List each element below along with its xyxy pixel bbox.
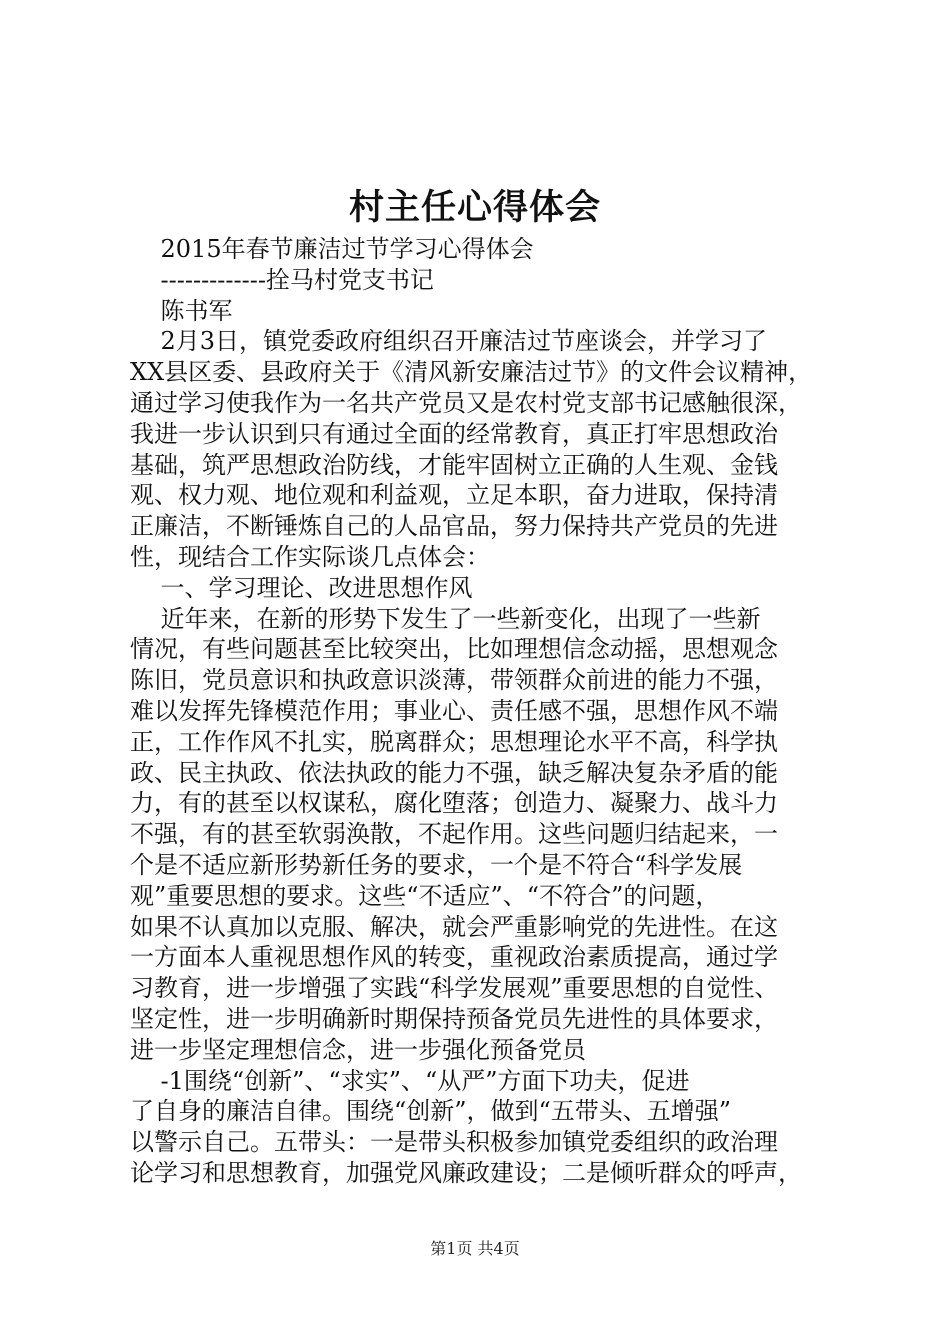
text-line: 基础，筑严思想政治防线，才能牢固树立正确的人生观、金钱 [130, 450, 778, 479]
text-line: 近年来，在新的形势下发生了一些新变化，出现了一些新 [130, 604, 761, 633]
document-title: 村主任心得体会 [348, 187, 601, 228]
text-line: 我进一步认识到只有通过全面的经常教育，真正打牢思想政治 [130, 419, 778, 448]
text-line: 难以发挥先锋模范作用；事业心、责任感不强，思想作风不端 [130, 696, 778, 725]
text-line: 陈书军 [130, 296, 233, 325]
text-line: -1围绕“创新”、“求实”、“从严”方面下功夫，促进 [130, 1066, 690, 1095]
text-line: 陈旧，党员意识和执政意识淡薄，带领群众前进的能力不强， [130, 666, 778, 695]
text-line: 以警示自己。五带头：一是带头积极参加镇党委组织的政治理 [130, 1128, 778, 1157]
text-line: 论学习和思想教育，加强党风廉政建设；二是倾听群众的呼声， [130, 1158, 802, 1187]
text-line: 进一步坚定理想信念，进一步强化预备党员 [130, 1035, 586, 1064]
page-number: 第1页 共4页 [430, 1239, 520, 1258]
text-line: 2015年春节廉洁过节学习心得体会 [130, 235, 534, 263]
text-line: 不强，有的甚至软弱涣散，不起作用。这些问题归结起来，一 [130, 820, 778, 849]
text-line: 一、学习理论、改进思想作风 [130, 573, 473, 602]
text-line: 通过学习使我作为一名共产党员又是农村党支部书记感触很深， [130, 388, 802, 417]
text-line: 习教育，进一步增强了实践“科学发展观”重要思想的自觉性、 [130, 974, 779, 1003]
text-line: 了自身的廉洁自律。围绕“创新”，做到“五带头、五增强” [130, 1097, 732, 1126]
document-body [130, 234, 830, 1189]
text-line: 正，工作作风不扎实，脱离群众；思想理论水平不高，科学执 [130, 727, 778, 756]
text-line: 个是不适应新形势新任务的要求，一个是不符合“科学发展 [130, 850, 743, 879]
text-line: 性，现结合工作实际谈几点体会： [130, 542, 490, 571]
text-line: 情况，有些问题甚至比较突出，比如理想信念动摇，思想观念 [130, 635, 778, 664]
text-line: 观、权力观、地位观和利益观，立足本职，奋力进取，保持清 [130, 481, 778, 510]
text-line: XX县区委、县政府关于《清风新安廉洁过节》的文件会议精神， [130, 358, 813, 387]
text-line: 观”重要思想的要求。这些“不适应”、“不符合”的问题， [130, 881, 720, 910]
text-line: 2月3日，镇党委政府组织召开廉洁过节座谈会，并学习了 [130, 327, 768, 356]
text-line: 正廉洁，不断锤炼自己的人品官品，努力保持共产党员的先进 [130, 512, 778, 541]
text-line: -------------拴马村党支书记 [130, 265, 434, 294]
text-line: 政、民主执政、依法执政的能力不强，缺乏解决复杂矛盾的能 [130, 758, 778, 787]
text-line: 坚定性，进一步明确新时期保持预备党员先进性的具体要求， [130, 1004, 778, 1033]
text-line: 如果不认真加以克服、解决，就会严重影响党的先进性。在这 [130, 912, 778, 941]
text-line: 力，有的甚至以权谋私，腐化堕落；创造力、凝聚力、战斗力 [130, 789, 778, 818]
text-line: 一方面本人重视思想作风的转变，重视政治素质提高，通过学 [130, 943, 778, 972]
